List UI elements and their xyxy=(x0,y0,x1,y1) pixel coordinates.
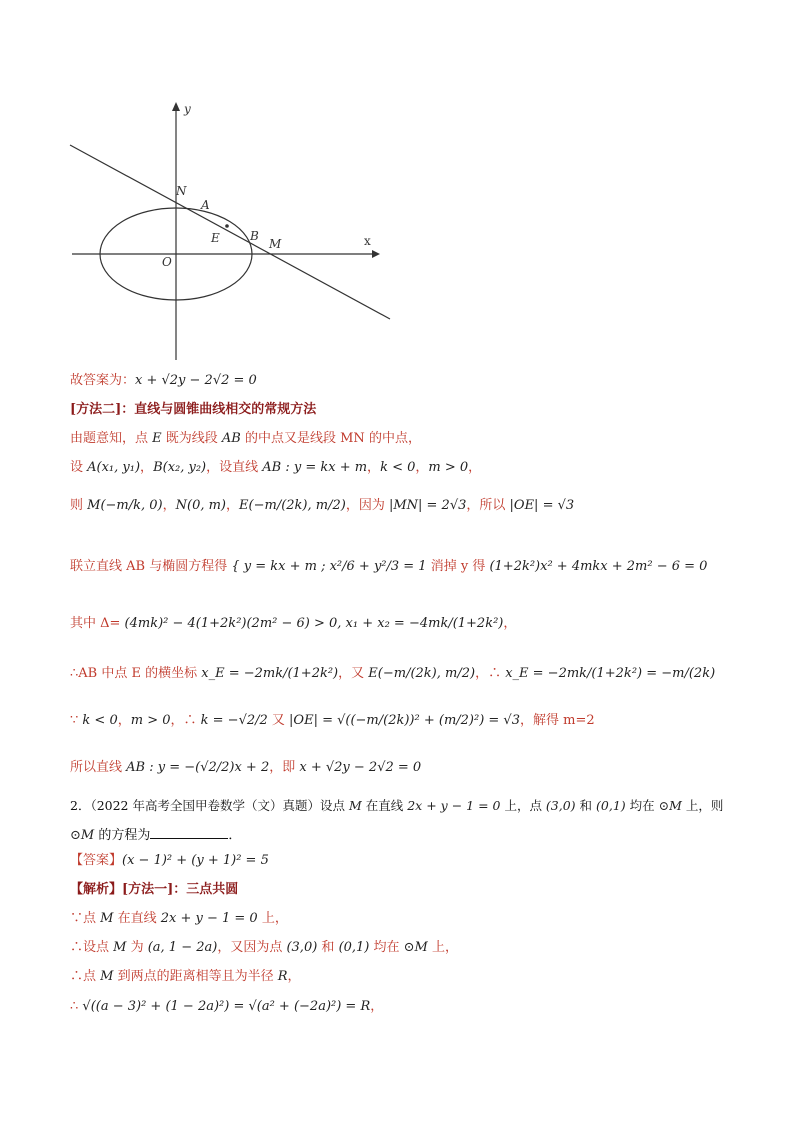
text-line xyxy=(70,998,383,1016)
math-expression: x_E = −2mk/(1+2k²) xyxy=(201,666,339,681)
text-segment: 故答案为： xyxy=(70,373,136,388)
text-segment: 则 xyxy=(70,498,88,513)
answer-line xyxy=(70,852,269,870)
label-x: x xyxy=(364,234,371,248)
math-expression: √((a − 3)² + (1 − 2a)²) = √(a² + (−2a)²) = R xyxy=(82,999,371,1014)
text-segment: 2．（2022 年高考全国甲卷数学（文）真题）设点 xyxy=(70,798,349,813)
math-expression: M xyxy=(113,940,127,955)
text-segment: 均在 xyxy=(369,940,404,955)
text-segment: 【解析】[方法一]：三点共圆 xyxy=(70,882,239,897)
answer-blank xyxy=(150,826,228,839)
math-expression: E xyxy=(152,431,162,446)
math-expression: M xyxy=(348,798,362,813)
text-segment: 均在 xyxy=(625,798,659,813)
text-segment: ． xyxy=(228,828,242,843)
text-segment: ，所以 xyxy=(466,498,510,513)
label-M: M xyxy=(269,237,282,251)
text-segment: ，设直线 xyxy=(206,460,263,475)
text-line xyxy=(70,665,715,683)
text-segment: 联立直线 AB 与椭圆方程得 xyxy=(70,559,232,574)
math-expression: (3,0) xyxy=(286,940,318,955)
text-segment: 由题意知，点 xyxy=(70,431,153,446)
answer-line-method1 xyxy=(70,372,257,390)
text-segment: 和 xyxy=(317,940,339,955)
text-segment: 上， xyxy=(427,940,459,955)
math-expression: AB xyxy=(221,431,241,446)
text-line xyxy=(70,910,288,928)
math-expression: N(0, m) xyxy=(175,498,227,513)
math-expression: |OE| = √3 xyxy=(509,498,575,513)
problem-2-blank-line xyxy=(70,826,241,845)
text-segment: 上，则 xyxy=(681,798,724,813)
text-segment: ， xyxy=(117,713,131,728)
text-segment: ，∴ xyxy=(170,713,201,728)
label-y: y xyxy=(184,102,191,116)
math-expression: (4mk)² − 4(1+2k²)(2m² − 6) > 0, x₁ + x₂ = −4mk/(1+2k²) xyxy=(124,616,504,631)
math-expression: x + √2y − 2√2 = 0 xyxy=(299,760,422,775)
text-segment: 在直线 xyxy=(113,911,161,926)
math-expression: ⊙M xyxy=(70,828,95,843)
text-segment: 到两点的距离相等且为半径 xyxy=(113,969,278,984)
math-expression: m > 0 xyxy=(428,460,469,475)
text-line xyxy=(70,497,574,515)
text-segment: ∵ xyxy=(70,713,83,728)
text-segment: ， xyxy=(367,460,381,475)
point-E xyxy=(225,224,229,228)
text-line xyxy=(70,615,516,633)
math-expression: x_E = −2mk/(1+2k²) = −m/(2k) xyxy=(505,666,716,681)
label-A: A xyxy=(201,198,210,212)
math-expression: ⊙M xyxy=(403,940,428,955)
math-expression: R xyxy=(277,969,288,984)
text-line xyxy=(70,968,301,986)
problem-2-statement xyxy=(70,797,723,815)
text-segment: 所以直线 xyxy=(70,760,127,775)
text-segment: 设 xyxy=(70,460,88,475)
math-expression: M(−m/k, 0) xyxy=(87,498,163,513)
text-line xyxy=(70,430,421,448)
text-segment: 上，点 xyxy=(500,798,546,813)
math-expression: k = −√2/2 xyxy=(200,713,268,728)
math-expression: B(x₂, y₂) xyxy=(153,460,207,475)
text-segment: 消掉 y 得 xyxy=(426,559,490,574)
math-expression: A(x₁, y₁) xyxy=(87,460,141,475)
text-segment: ， xyxy=(287,969,301,984)
math-expression: (1+2k²)x² + 4mkx + 2m² − 6 = 0 xyxy=(489,559,708,574)
text-line xyxy=(70,459,481,477)
text-segment: ， xyxy=(415,460,429,475)
text-segment: 又 xyxy=(267,713,290,728)
math-expression: AB : y = kx + m xyxy=(262,460,368,475)
text-segment: ∴点 xyxy=(70,969,101,984)
text-segment: [方法二]：直线与圆锥曲线相交的常规方法 xyxy=(70,402,317,417)
text-segment: 其中 Δ= xyxy=(70,616,125,631)
ellipse-line-figure xyxy=(60,95,400,370)
math-expression: M xyxy=(100,969,114,984)
method2-heading xyxy=(70,401,316,419)
math-expression: m > 0 xyxy=(130,713,171,728)
text-segment: ∴AB 中点 E 的横坐标 xyxy=(70,666,202,681)
text-segment: 和 xyxy=(575,798,597,813)
math-expression: M xyxy=(100,911,114,926)
text-segment: ，即 xyxy=(269,760,300,775)
analysis-heading xyxy=(70,881,238,899)
text-segment: 上， xyxy=(257,911,288,926)
math-expression: E(−m/(2k), m/2) xyxy=(368,666,476,681)
math-expression: { y = kx + m ; x²/6 + y²/3 = 1 xyxy=(231,559,427,574)
text-segment: ，又 xyxy=(338,666,369,681)
label-E: E xyxy=(211,231,220,245)
label-B: B xyxy=(250,229,259,243)
math-expression: AB : y = −(√2/2)x + 2 xyxy=(126,760,270,775)
math-expression: k < 0 xyxy=(82,713,118,728)
text-segment: ， xyxy=(503,616,517,631)
text-segment: ∴ xyxy=(70,999,83,1014)
x-axis-arrow xyxy=(372,250,380,258)
text-line xyxy=(70,558,707,576)
label-N: N xyxy=(176,184,187,198)
y-axis-arrow xyxy=(172,102,180,111)
text-segment: ， xyxy=(226,498,240,513)
math-expression: |MN| = 2√3 xyxy=(388,498,467,513)
math-expression: |OE| = √((−m/(2k))² + (m/2)²) = √3 xyxy=(289,713,520,728)
text-segment: ，解得 m=2 xyxy=(520,713,595,728)
math-expression: (0,1) xyxy=(338,940,370,955)
math-expression: (x − 1)² + (y + 1)² = 5 xyxy=(122,853,269,868)
text-segment: 的方程为 xyxy=(94,828,151,843)
label-O: O xyxy=(162,255,172,269)
math-expression: E(−m/(2k), m/2) xyxy=(239,498,346,513)
text-segment: ， xyxy=(370,999,384,1014)
text-segment: ， xyxy=(140,460,154,475)
text-segment: ，因为 xyxy=(345,498,389,513)
text-segment: 既为线段 xyxy=(161,431,222,446)
math-expression: 2x + y − 1 = 0 xyxy=(407,798,501,813)
text-segment: ， xyxy=(162,498,176,513)
math-expression: x + √2y − 2√2 = 0 xyxy=(135,373,257,388)
line-AB xyxy=(70,145,390,319)
math-expression: 2x + y − 1 = 0 xyxy=(160,911,258,926)
text-segment: ，∴ xyxy=(475,666,506,681)
text-line xyxy=(70,712,595,730)
text-segment: 在直线 xyxy=(361,798,408,813)
text-segment: 的中点又是线段 MN 的中点， xyxy=(240,431,421,446)
text-segment: ，又因为点 xyxy=(217,940,287,955)
math-expression: (3,0) xyxy=(545,798,576,813)
math-expression: (a, 1 − 2a) xyxy=(147,940,218,955)
text-segment: 为 xyxy=(126,940,148,955)
text-segment: ∵点 xyxy=(70,911,101,926)
text-segment: 【答案】 xyxy=(70,853,123,868)
text-segment: ， xyxy=(468,460,482,475)
math-expression: (0,1) xyxy=(596,798,626,813)
text-line xyxy=(70,759,421,777)
text-segment: ∴设点 xyxy=(70,940,114,955)
text-line xyxy=(70,939,458,957)
math-expression: ⊙M xyxy=(658,798,682,813)
math-expression: k < 0 xyxy=(380,460,416,475)
